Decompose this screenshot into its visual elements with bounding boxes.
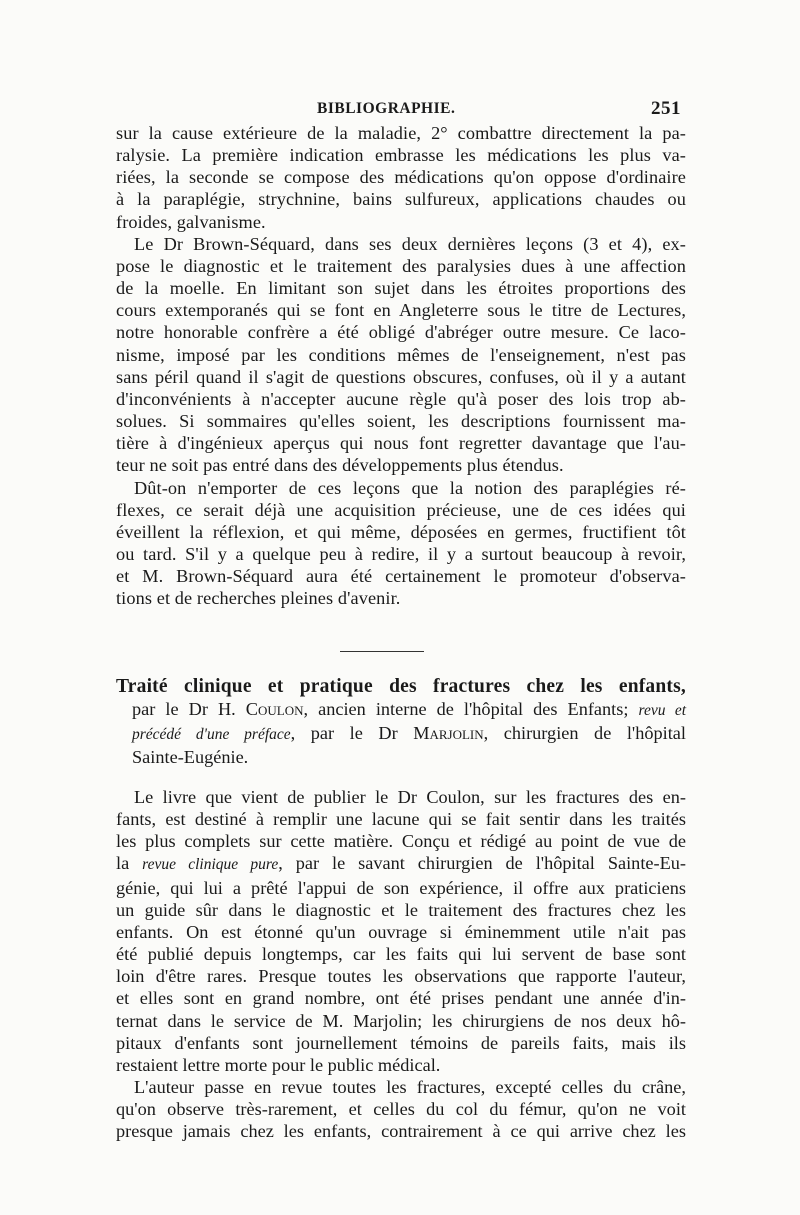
text-line: fants, est destiné à remplir une lacune qui se fait sentir dans les traités [116,809,686,830]
text-line: tière à d'ingénieux aperçus qui nous font regretter davantage que l'au- [116,433,686,454]
byline-text: , chirurgien de l'hôpital [483,723,686,744]
text-line: enfants. On est étonné qu'un ouvrage si éminemment utile n'ait pas [116,921,686,942]
text-line: d'inconvénients à n'accepter aucune règle qu'à poser des lois trop ab- [116,388,686,409]
running-head [117,100,683,122]
text-fragment: , par le savant chirurgien de l'hôpital Sainte-Eu- [278,853,686,874]
text-line: froides, galvanisme. [116,211,266,232]
page-number: 251 [651,98,681,119]
section-byline [116,698,686,722]
section-body [116,786,686,1143]
text-line: teur ne soit pas entré dans des développements plus étendus. [116,455,564,476]
text-line: nisme, imposé par les conditions mêmes de l'enseignement, n'est pas [116,344,686,365]
author-name: Coulon [245,699,304,720]
text-line: de la moelle. En limitant son sujet dans les étroites proportions des [116,278,686,299]
text-line: pose le diagnostic et le traitement des paralysies dues à une affection [116,255,686,276]
byline-italic: précédé d'une préface [132,726,291,744]
text-line: génie, qui lui a prêté l'appui de son expérience, il offre aux praticiens [116,877,686,898]
text-line: un guide sûr dans le diagnostic et le traitement des fractures chez les [116,899,686,920]
text-line: à la paraplégie, strychnine, bains sulfureux, applications chaudes ou [116,189,686,210]
text-line: sans péril quand il s'agit de questions obscures, confuses, où il y a autant [116,366,686,387]
text-line: flexes, ce serait déjà une acquisition précieuse, une de ces idées qui [116,499,686,520]
text-line: Le Dr Brown-Séquard, dans ses deux dernières leçons (3 et 4), ex- [134,233,686,254]
byline-italic: revu et [638,702,686,720]
paragraph-4 [116,786,686,1076]
text-line: notre honorable confrère a été obligé d'abréger outre mesure. Ce laco- [116,322,686,343]
text-fragment: la [116,853,143,874]
text-line: et elles sont en grand nombre, ont été prises pendant une année d'in- [116,988,686,1009]
text-line: Le livre que vient de publier le Dr Coulon, sur les fractures des en- [134,787,686,807]
paragraph-3 [116,477,686,610]
text-line [116,852,686,876]
text-line: restaient lettre morte pour le public médical. [116,1054,441,1075]
text-line: cours extemporanés qui se font en Angleterre sous le titre de Lectures, [116,300,686,321]
section-byline [116,722,686,746]
italic-fragment: revue clinique pure [142,856,279,874]
paragraph-2 [116,233,686,477]
section-heading [116,676,686,769]
text-line: Dût-on n'emporter de ces leçons que la notion des paraplégies ré- [134,477,686,498]
text-line: été publié depuis longtemps, car les faits qui lui servent de base sont [116,944,686,965]
body-text [116,122,686,609]
text-line: pitaux d'enfants sont journellement témoins de pareils faits, mais ils [116,1032,686,1053]
paragraph-1 [116,122,686,233]
byline-text: par le Dr H. [132,699,246,720]
reviser-name: Marjolin [413,723,484,744]
paragraph-5 [116,1076,686,1142]
text-line: sur la cause extérieure de la maladie, 2° combattre directement la pa- [116,123,686,143]
byline-text: , par le Dr [290,723,414,744]
text-line: les plus complets sur cette matière. Conçu et rédigé au point de vue de [116,831,686,852]
text-line: riées, la seconde se compose des médications qu'on oppose d'ordinaire [116,167,686,188]
text-line: et M. Brown-Séquard aura été certainement le promoteur d'observa- [116,566,686,587]
text-line: L'auteur passe en revue toutes les fractures, excepté celles du crâne, [134,1077,686,1098]
text-line: qu'on observe très-rarement, et celles du col du fémur, qu'on ne voit [116,1099,686,1120]
section-byline: Sainte-Eugénie. [132,747,249,768]
text-line: ou tard. S'il y a quelque peu à redire, il y a surtout beaucoup à revoir, [116,543,686,564]
text-line: presque jamais chez les enfants, contrairement à ce qui arrive chez les [116,1121,686,1142]
text-line: solues. Si sommaires qu'elles soient, les descriptions fournissent ma- [116,411,686,432]
text-line: loin d'être rares. Presque toutes les observations que rapporte l'auteur, [116,966,686,987]
section-divider [340,651,424,652]
text-line: ralysie. La première indication embrasse les médications les plus va- [116,145,686,166]
byline-text: , ancien interne de l'hôpital des Enfants; [303,699,639,720]
running-title: BIBLIOGRAPHIE. [317,100,456,117]
text-line: ternat dans le service de M. Marjolin; les chirurgiens de nos deux hô- [116,1010,686,1031]
text-line: tions et de recherches pleines d'avenir. [116,588,401,609]
section-title: Traité clinique et pratique des fractures chez les enfants, [116,676,686,697]
text-line: éveillent la réflexion, et qui même, déposées en germes, fructifient tôt [116,521,686,542]
